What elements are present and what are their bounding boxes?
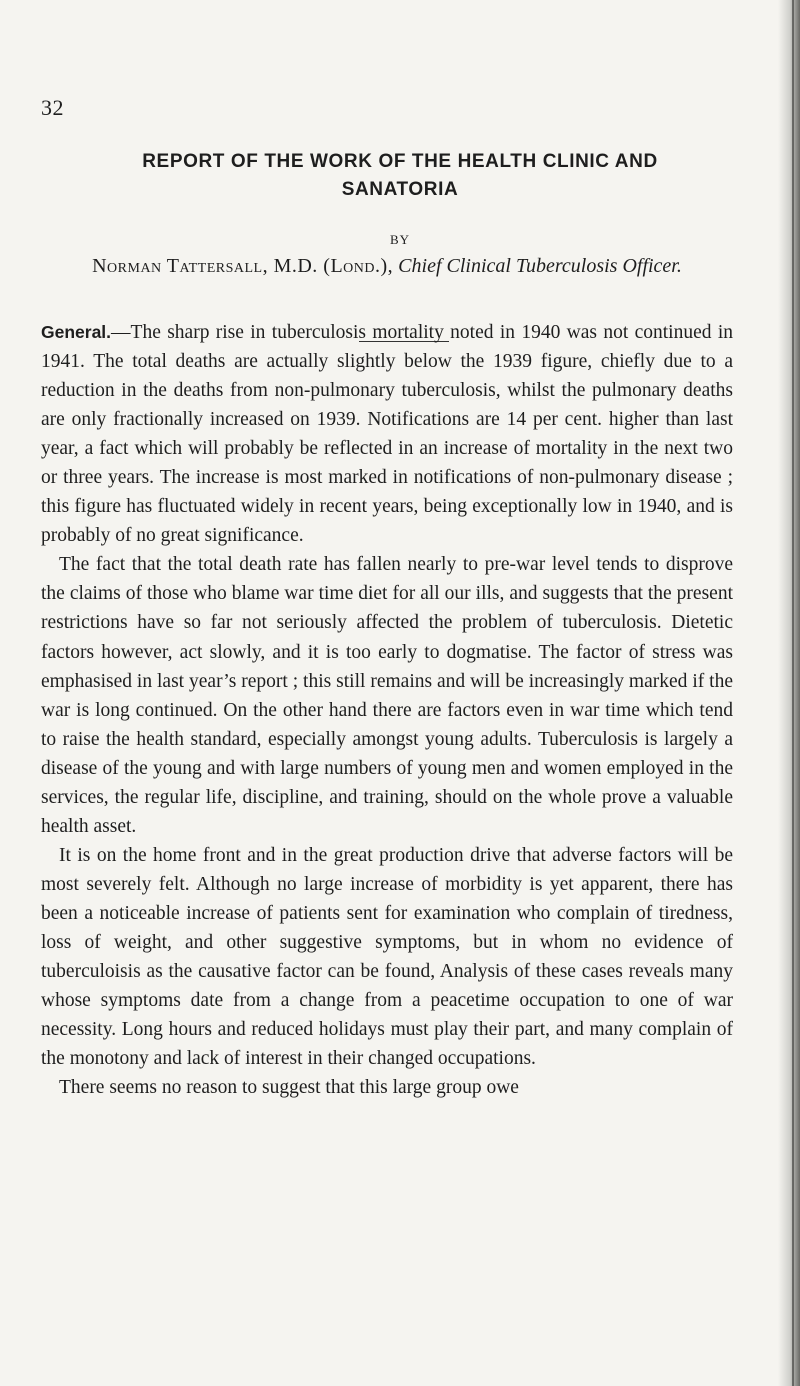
- heading-line-2: SANATORIA: [341, 179, 459, 200]
- paragraph: There seems no reason to suggest that this large group owe: [59, 1077, 519, 1099]
- author-line: [41, 252, 733, 281]
- author-title: Chief Clinical Tuberculosis Officer.: [398, 255, 682, 277]
- page-number: 32: [41, 95, 64, 120]
- paragraph-general: [41, 318, 733, 550]
- heading-line-1: REPORT OF THE WORK OF THE HEALTH CLINIC AND: [142, 151, 658, 172]
- paragraph: It is on the home front and in the great production drive that adverse factors will be most severely felt. Although no large increase of morbidity is yet apparent, there has been a noticeable increase of patients sent for examination who complain of tiredness, loss of weight, and other suggestive symptoms, but in whom no evidence of tuberculoisis as the causative factor can be found, Analysis of these cases reveals many whose symptoms date from a change from a peacetime occupation to one of war necessity. Long hours and reduced holidays must play their part, and many complain of the monotony and lack of interest in their changed occupations.: [41, 844, 733, 1070]
- by-line: BY: [389, 232, 411, 247]
- author-name: Norman Tattersall, M.D. (Lond.),: [92, 255, 394, 277]
- body-text: [41, 318, 733, 1102]
- report-heading: [0, 152, 800, 199]
- section-label: General.: [41, 322, 112, 342]
- page-edge-line: [792, 0, 794, 1386]
- page-edge-shadow: [778, 0, 800, 1386]
- paragraph-text: —The sharp rise in tuberculosis mortality noted in 1940 was not continued in 1941. The total deaths are actually slightly below the 1939 figure, chiefly due to a reduction in the deaths from non-pulmonary tuberculosis, whilst the pulmonary deaths are only fractionally increased on 1939. Notifications are 14 per cent. higher than last year, a fact which will probably be reflected in an increase of mortality in the next two or three years. The increase is most marked in notifications of non-pulmonary disease ; this figure has fluctuated widely in recent years, being exceptionally low in 1940, and is probably of no great significance.: [41, 322, 733, 547]
- paragraph: The fact that the total death rate has fallen nearly to pre-war level tends to disprove the claims of those who blame war time diet for all our ills, and suggests that the present restrictions have so far not seriously affected the problem of tuberculosis. Dietetic factors however, act slowly, and it is too early to dogmatise. The factor of stress was emphasised in last year’s report ; this still remains and will be increasingly marked if the war is long continued. On the other hand there are factors even in war time which tend to raise the health standard, especially amongst young adults. Tuberculosis is largely a disease of the young and with large numbers of young men and women employed in the services, the regular life, discipline, and training, should on the whole prove a valuable health asset.: [41, 554, 733, 837]
